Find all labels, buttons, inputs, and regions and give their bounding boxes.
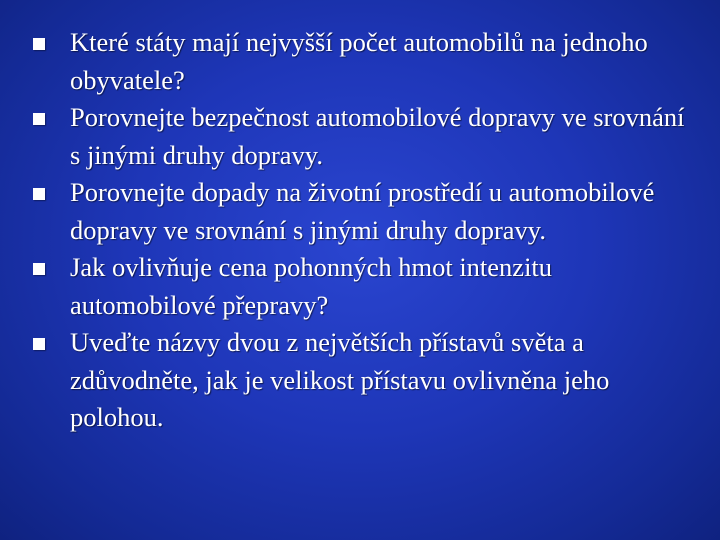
bullet-text: Porovnejte bezpečnost automobilové dopravy ve srovnání s jinými druhy dopravy. [70,102,685,170]
bullet-text: Které státy mají nejvyšší počet automobilů na jednoho obyvatele? [70,27,648,95]
square-bullet-icon [33,113,45,125]
bullet-item [30,324,700,437]
bullet-list [30,24,700,437]
bullet-text: Jak ovlivňuje cena pohonných hmot intenzitu automobilové přepravy? [70,252,553,320]
bullet-item [30,99,700,174]
bullet-item [30,174,700,249]
square-bullet-icon [33,263,45,275]
bullet-item [30,24,700,99]
bullet-item [30,249,700,324]
bullet-text: Uveďte názvy dvou z největších přístavů světa a zdůvodněte, jak je velikost přístavu ovlivněna jeho polohou. [70,327,610,432]
square-bullet-icon [33,188,45,200]
square-bullet-icon [33,338,45,350]
square-bullet-icon [33,38,45,50]
bullet-text: Porovnejte dopady na životní prostředí u automobilové dopravy ve srovnání s jinými druhy dopravy. [70,177,655,245]
